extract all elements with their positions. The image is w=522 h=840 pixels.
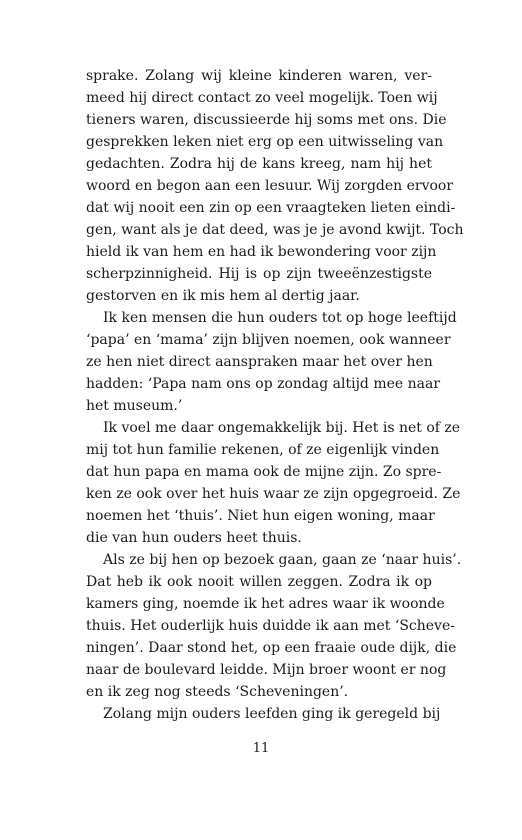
text-line: Ik voel me daar ongemakkelijk bij. Het is net of ze — [103, 420, 461, 436]
text-line: naar de boulevard leidde. Mijn broer woont er nog — [86, 662, 447, 678]
text-line: gesprekken leken niet erg op een uitwisseling van — [86, 134, 444, 150]
text-line: Als ze bij hen op bezoek gaan, gaan ze ‘naar huis’. — [103, 552, 462, 568]
text-line: het museum.’ — [86, 398, 183, 414]
text-line: scherpzinnigheid. Hij is op zijn tweeënzestigste — [86, 266, 432, 282]
text-line: kamers ging, noemde ik het adres waar ik woonde — [86, 596, 445, 612]
text-line: ‘papa’ en ‘mama’ zijn blijven noemen, ook wanneer — [86, 332, 451, 348]
text-line: meed hij direct contact zo veel mogelijk. Toen wij — [86, 90, 438, 106]
text-line: sprake. Zolang wij kleine kinderen waren, ver- — [86, 68, 432, 84]
text-line: ken ze ook over het huis waar ze zijn opgegroeid. Ze — [86, 486, 461, 502]
text-line: Ik ken mensen die hun ouders tot op hoge leeftijd — [103, 310, 457, 326]
text-line: die van hun ouders heet thuis. — [86, 530, 302, 546]
text-line: gen, want als je dat deed, was je je avond kwijt. Toch — [86, 222, 464, 238]
text-line: Dat heb ik ook nooit willen zeggen. Zodra ik op — [86, 574, 432, 590]
paragraph-4 — [86, 549, 462, 703]
paragraph-5 — [86, 703, 441, 725]
text-line: ze hen niet direct aanspraken maar het over hen — [86, 354, 433, 370]
text-line: dat hun papa en mama ook de mijne zijn. Zo spre- — [86, 464, 442, 480]
text-line: woord en begon aan een lesuur. Wij zorgden ervoor — [86, 178, 454, 194]
paragraph-3 — [86, 417, 461, 549]
body-text — [86, 65, 464, 725]
text-line: gestorven en ik mis hem al dertig jaar. — [86, 288, 360, 304]
text-line: en ik zeg nog steeds ‘Scheveningen’. — [86, 684, 349, 700]
text-line: dat wij nooit een zin op een vraagteken lieten eindi- — [86, 200, 456, 216]
text-line: hadden: ‘Papa nam ons op zondag altijd mee naar — [86, 376, 441, 392]
text-line: mij tot hun familie rekenen, of ze eigenlijk vinden — [86, 442, 440, 458]
text-line: ningen’. Daar stond het, op een fraaie oude dijk, die — [86, 640, 457, 656]
paragraph-2 — [86, 307, 457, 417]
text-line: hield ik van hem en had ik bewondering voor zijn — [86, 244, 437, 260]
paragraph-1 — [86, 65, 464, 307]
text-line: gedachten. Zodra hij de kans kreeg, nam hij het — [86, 156, 432, 172]
text-line: noemen het ‘thuis’. Niet hun eigen woning, maar — [86, 508, 435, 524]
text-line: Zolang mijn ouders leefden ging ik geregeld bij — [103, 706, 441, 722]
text-line: tieners waren, discussieerde hij soms met ons. Die — [86, 112, 447, 128]
text-line: thuis. Het ouderlijk huis duidde ik aan met ‘Scheve- — [86, 618, 455, 634]
page-number: 11 — [252, 741, 270, 756]
